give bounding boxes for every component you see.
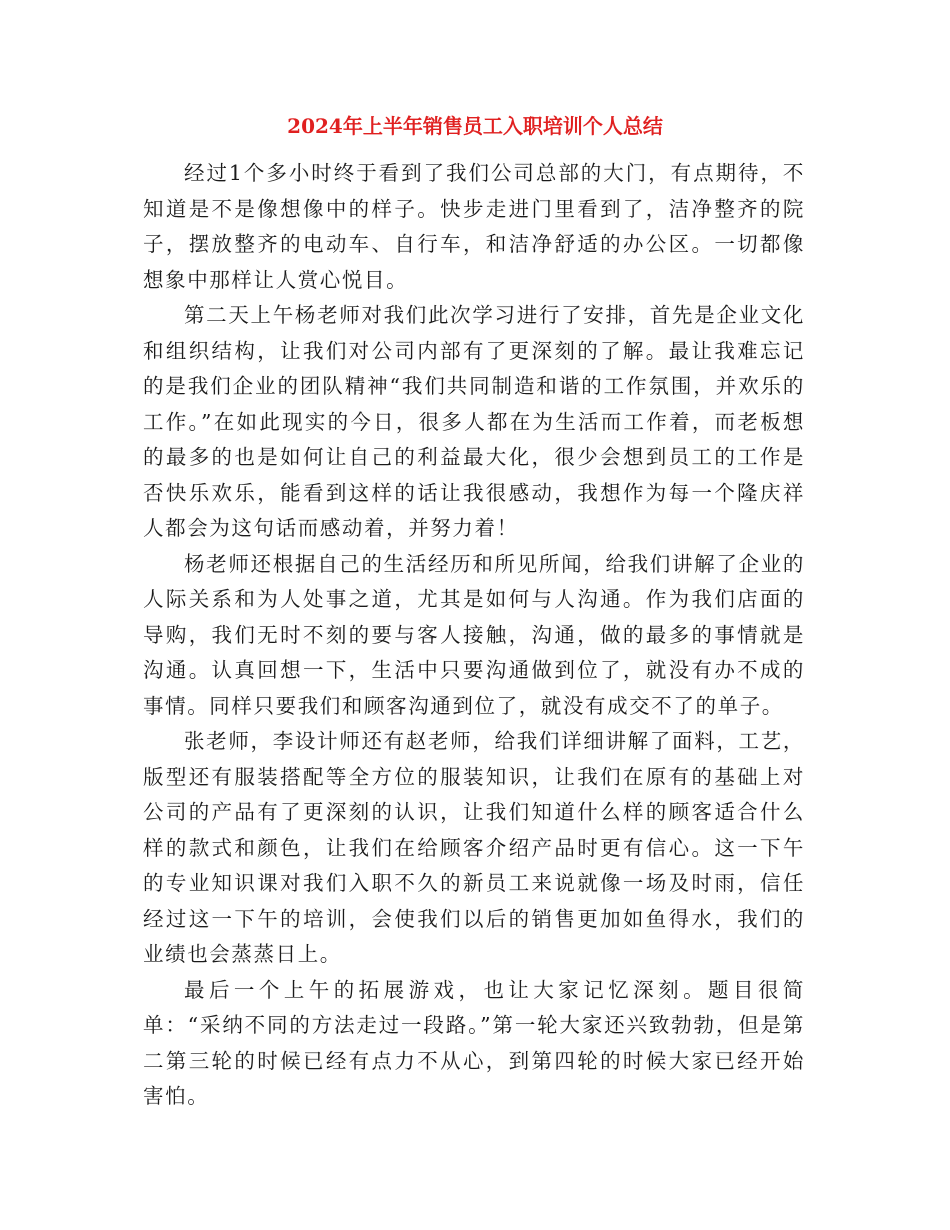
paragraph: 杨老师还根据自己的生活经历和所见所闻，给我们讲解了企业的人际关系和为人处事之道，尤其是如何与人沟通。作为我们店面的导购，我们无时不刻的要与客人接触，沟通，做的最多的事情就是沟通。认真回想一下，生活中只要沟通做到位了，就没有办不成的事情。同样只要我们和顾客沟通到位了，就没有成交不了的单子。 (143, 551, 805, 718)
document-title: 2024年上半年销售员工入职培训个人总结 (287, 114, 663, 138)
paragraph: 第二天上午杨老师对我们此次学习进行了安排，首先是企业文化和组织结构，让我们对公司内部有了更深刻的了解。最让我难忘记的是我们企业的团队精神“我们共同制造和谐的工作氛围，并欢乐的工作。”在如此现实的今日，很多人都在为生活而工作着，而老板想的最多的也是如何让自己的利益最大化，很少会想到员工的工作是否快乐欢乐，能看到这样的话让我很感动，我想作为每一个隆庆祥人都会为这句话而感动着，并努力着！ (143, 303, 805, 540)
paragraph: 最后一个上午的拓展游戏，也让大家记忆深刻。题目很简单：“采纳不同的方法走过一段路。”第一轮大家还兴致勃勃，但是第二第三轮的时候已经有点力不从心，到第四轮的时候大家已经开始害怕。 (143, 977, 805, 1108)
document-body (143, 156, 805, 1115)
paragraph: 经过1个多小时终于看到了我们公司总部的大门，有点期待，不知道是不是像想像中的样子。快步走进门里看到了，洁净整齐的院子，摆放整齐的电动车、自行车，和洁净舒适的办公区。一切都像想象中那样让人赏心悦目。 (143, 161, 805, 292)
paragraph: 张老师，李设计师还有赵老师，给我们详细讲解了面料，工艺，版型还有服装搭配等全方位的服装知识，让我们在原有的基础上对公司的产品有了更深刻的认识，让我们知道什么样的顾客适合什么样的款式和颜色，让我们在给顾客介绍产品时更有信心。这一下午的专业知识课对我们入职不久的新员工来说就像一场及时雨，信任经过这一下午的培训，会使我们以后的销售更加如鱼得水，我们的业绩也会蒸蒸日上。 (143, 729, 805, 966)
